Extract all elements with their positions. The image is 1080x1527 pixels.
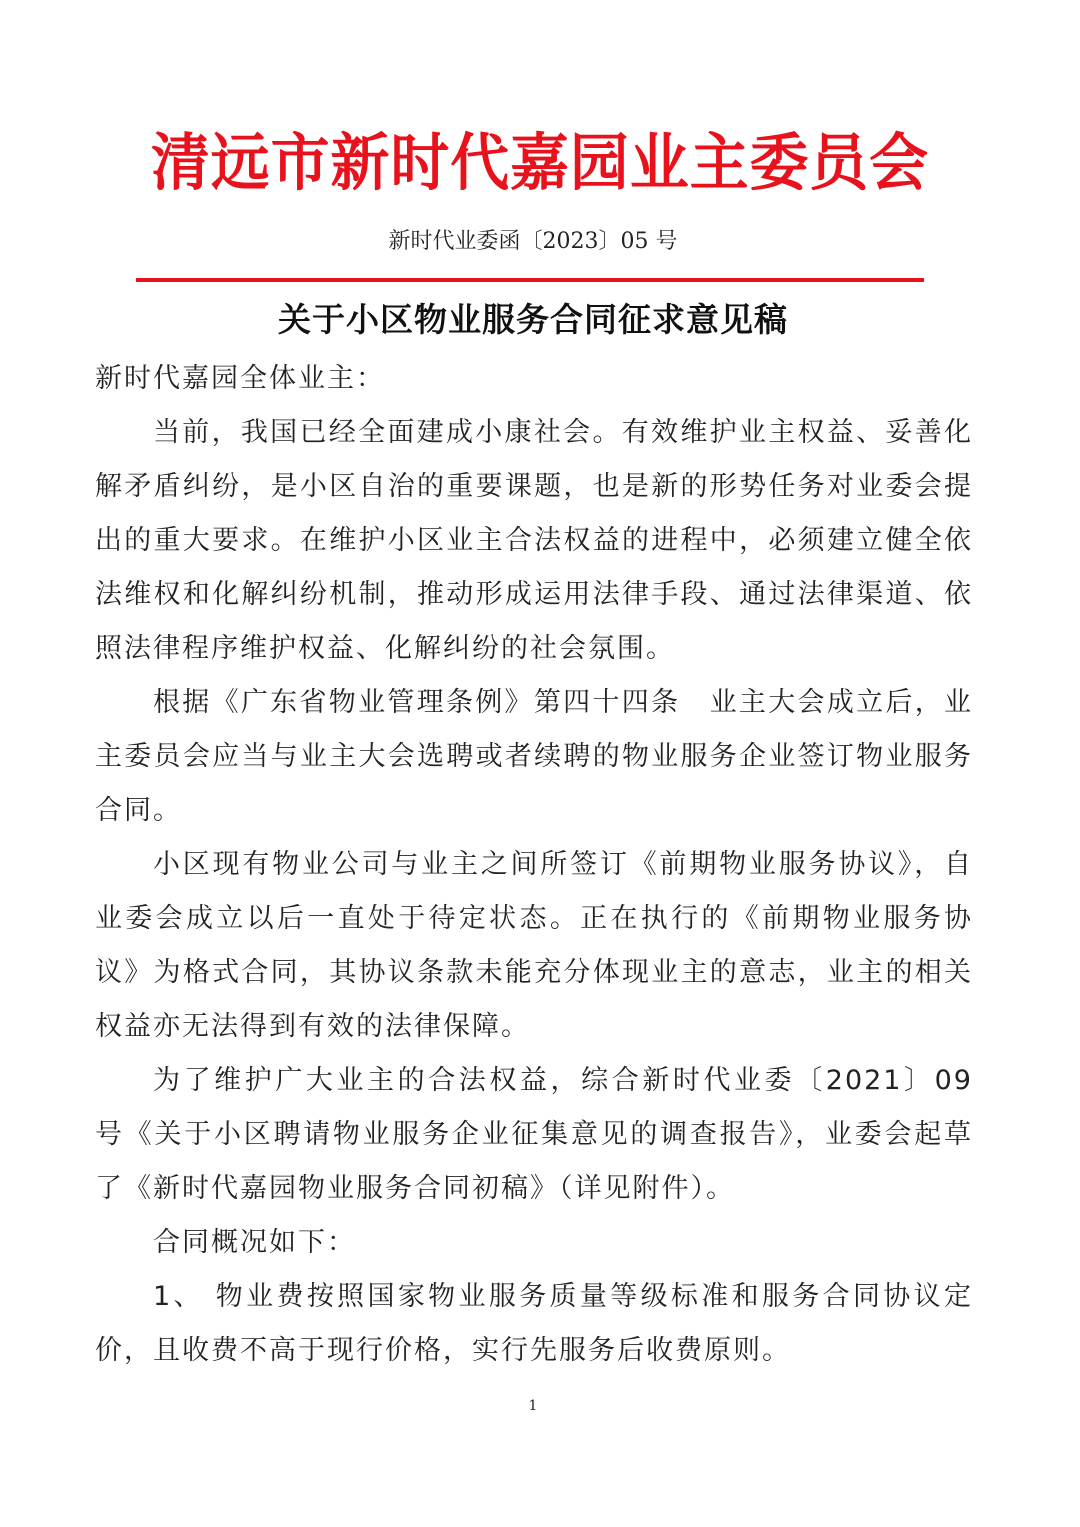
document-title: 关于小区物业服务合同征求意见稿 <box>278 300 788 339</box>
page-number: 1 <box>528 1398 538 1414</box>
paragraph-item-1: 1、 物业费按照国家物业服务质量等级标准和服务合同协议定价，且收费不高于现行价格，实行先服务后收费原则。 <box>95 1281 973 1366</box>
paragraph-overview-heading: 合同概况如下： <box>153 1227 356 1258</box>
paragraph-regulation: 根据《广东省物业管理条例》第四十四条 业主大会成立后，业主委员会应当与业主大会选聘或者续聘的物业服务企业签订物业服务合同。 <box>95 687 973 826</box>
paragraph-current-agreement: 小区现有物业公司与业主之间所签订《前期物业服务协议》，自业委会成立以后一直处于待定状态。正在执行的《前期物业服务协议》为格式合同，其协议条款未能充分体现业主的意志，业主的相关权益亦无法得到有效的法律保障。 <box>95 849 973 1042</box>
paragraph-background: 当前，我国已经全面建成小康社会。有效维护业主权益、妥善化解矛盾纠纷，是小区自治的重要课题，也是新的形势任务对业委会提出的重大要求。在维护小区业主合法权益的进程中，必须建立健全依法维权和化解纠纷机制，推动形成运用法律手段、通过法律渠道、依照法律程序维护权益、化解纠纷的社会氛围。 <box>95 417 973 664</box>
document-body <box>95 352 973 1378</box>
header-divider <box>136 278 924 282</box>
organization-header: 清远市新时代嘉园业主委员会 <box>150 126 930 199</box>
salutation: 新时代嘉园全体业主： <box>95 363 385 394</box>
paragraph-draft-contract: 为了维护广大业主的合法权益，综合新时代业委〔2021〕09 号《关于小区聘请物业服务企业征集意见的调查报告》，业委会起草了《新时代嘉园物业服务合同初稿》（详见附件）。 <box>95 1065 973 1204</box>
document-number: 新时代业委函〔2023〕05 号 <box>388 229 678 254</box>
